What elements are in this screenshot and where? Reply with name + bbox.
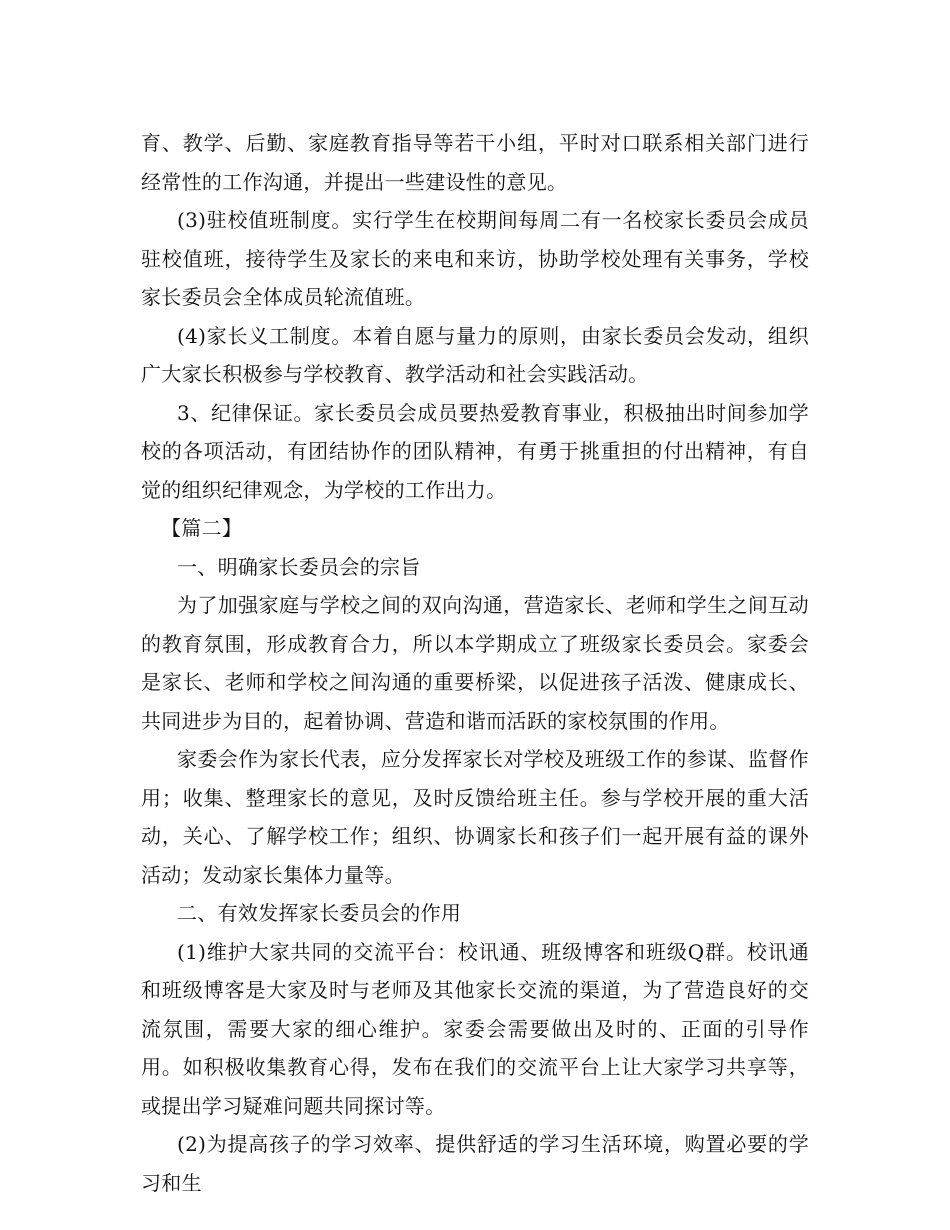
paragraph-continuation: 育、教学、后勤、家庭教育指导等若干小组，平时对口联系相关部门进行经常性的工作沟通，并提出一些建设性的意见。	[141, 131, 809, 194]
document-body	[141, 124, 809, 1202]
subheading-role: 二、有效发挥家长委员会的作用	[177, 901, 462, 925]
paragraph-discipline: 3、纪律保证。家长委员会成员要热爱教育事业，积极抽出时间参加学校的各项活动，有团结协作的团队精神，有勇于挑重担的付出精神，有自觉的组织纪律观念，为学校的工作出力。	[141, 400, 809, 502]
paragraph-representative: 家委会作为家长代表，应分发挥家长对学校及班级工作的参谋、监督作用；收集、整理家长的意见，及时反馈给班主任。参与学校开展的重大活动，关心、了解学校工作；组织、协调家长和孩子们一起开展有益的课外活动；发动家长集体力量等。	[141, 747, 809, 887]
paragraph-volunteer-system: (4)家长义工制度。本着自愿与量力的原则，由家长委员会发动，组织广大家长积极参与学校教育、教学活动和社会实践活动。	[141, 323, 809, 386]
paragraph-efficiency: (2)为提高孩子的学习效率、提供舒适的学习生活环境，购置必要的学习和生	[141, 1132, 809, 1195]
section-heading: 【篇二】	[161, 516, 243, 540]
paragraph-duty-system: (3)驻校值班制度。实行学生在校期间每周二有一名校家长委员会成员驻校值班，接待学生及家长的来电和来访，协助学校处理有关事务，学校家长委员会全体成员轮流值班。	[141, 208, 809, 309]
paragraph-platform: (1)维护大家共同的交流平台：校讯通、班级博客和班级Q群。校讯通和班级博客是大家及时与老师及其他家长交流的渠道，为了营造良好的交流氛围，需要大家的细心维护。家委会需要做出及时的、正面的引导作用。如积极收集教育心得，发布在我们的交流平台上让大家学习共享等，或提出学习疑难问题共同探讨等。	[141, 939, 809, 1118]
paragraph-purpose: 为了加强家庭与学校之间的双向沟通，营造家长、老师和学生之间互动的教育氛围，形成教育合力，所以本学期成立了班级家长委员会。家委会是家长、老师和学校之间沟通的重要桥梁，以促进孩子活泼、健康成长、共同进步为目的，起着协调、营造和谐而活跃的家校氛围的作用。	[141, 593, 809, 733]
subheading-purpose: 一、明确家长委员会的宗旨	[177, 554, 421, 579]
